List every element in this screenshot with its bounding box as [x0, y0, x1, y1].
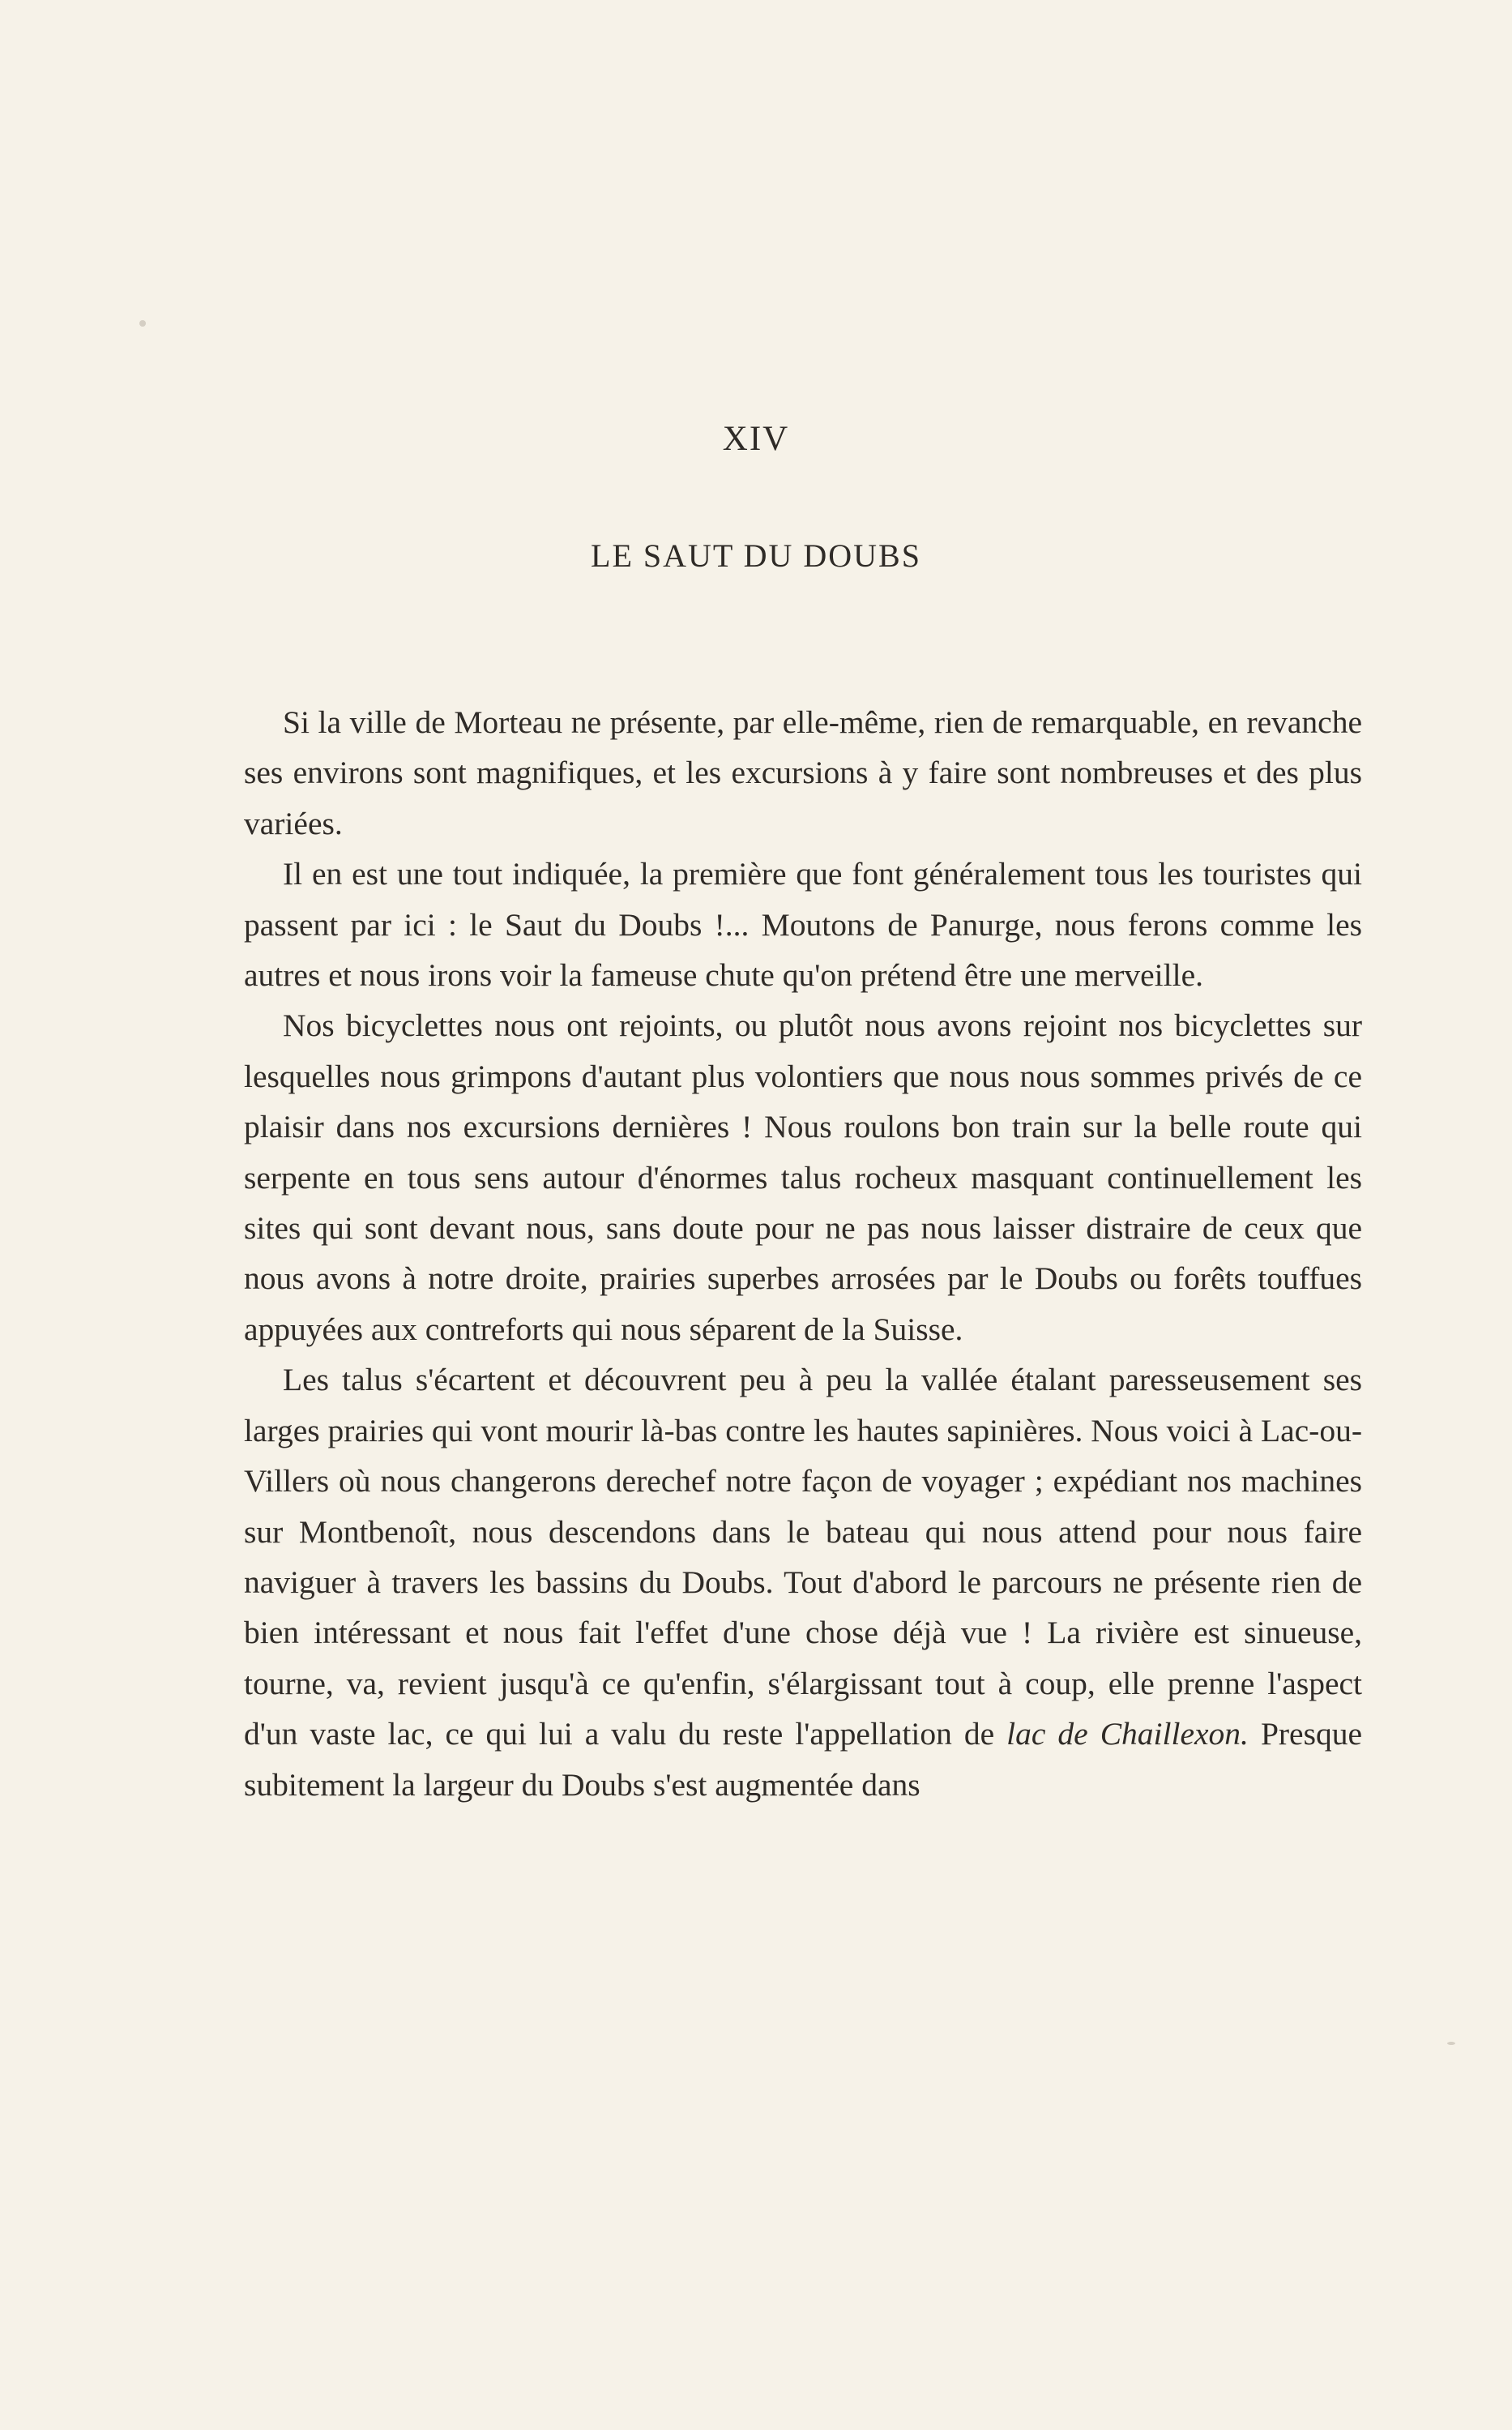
paragraph-text: Les talus s'écartent et découvrent peu à peu la vallée étalant paresseusement ses larges prairies qui vont mourir là-bas contre les hautes sapinières. Nous voici à Lac-ou-Villers où nous changerons derechef notre façon de voyager ; expédiant nos machines sur Montbenoît, nous descendons dans le bateau qui nous attend pour nous faire naviguer à travers les bassins du Doubs. Tout d'abord le parcours ne présente rien de bien intéressant et nous fait l'effet d'une chose déjà vue ! La rivière est sinueuse, tourne, va, revient jusqu'à ce qu'enfin, s'élargissant tout à coup, elle prenne l'aspect d'un vaste lac, ce qui lui a valu du reste l'appellation de — [244, 1362, 1362, 1752]
paragraph: Si la ville de Morteau ne présente, par elle-même, rien de remarquable, en revanche ses environs sont magnifiques, et les excursions à y faire sont nombreuses et des plus variées. — [244, 704, 1362, 841]
chapter-number: XIV — [722, 420, 790, 458]
italic-place-name: lac de Chaillexon. — [1006, 1716, 1249, 1752]
paragraph: Nos bicyclettes nous ont rejoints, ou plutôt nous avons rejoint nos bicyclettes sur lesquelles nous grimpons d'autant plus volontiers que nous nous sommes privés de ce plaisir dans nos excursions dernières ! Nous roulons bon train sur la belle route qui serpente en tous sens autour d'énormes talus rocheux masquant continuellement les sites qui sont devant nous, sans doute pour ne pas nous laisser distraire de ceux que nous avons à notre droite, prairies superbes arrosées par le Doubs ou forêts touffues appuyées aux contreforts qui nous séparent de la Suisse. — [244, 1008, 1362, 1347]
body-text — [244, 697, 1362, 1810]
paragraph: Il en est une tout indiquée, la première que font généralement tous les touristes qui passent par ici : le Saut du Doubs !... Moutons de Panurge, nous ferons comme les autres et nous irons voir la fameuse chute qu'on prétend être une merveille. — [244, 856, 1362, 994]
paragraph-text: Presque subitement la largeur du Doubs s'est augmentée dans — [244, 1716, 1362, 1803]
paragraph — [244, 1354, 1362, 1810]
paper-speck — [1447, 2042, 1455, 2045]
chapter-title: LE SAUT DU DOUBS — [591, 537, 921, 574]
paper-speck — [139, 320, 146, 327]
